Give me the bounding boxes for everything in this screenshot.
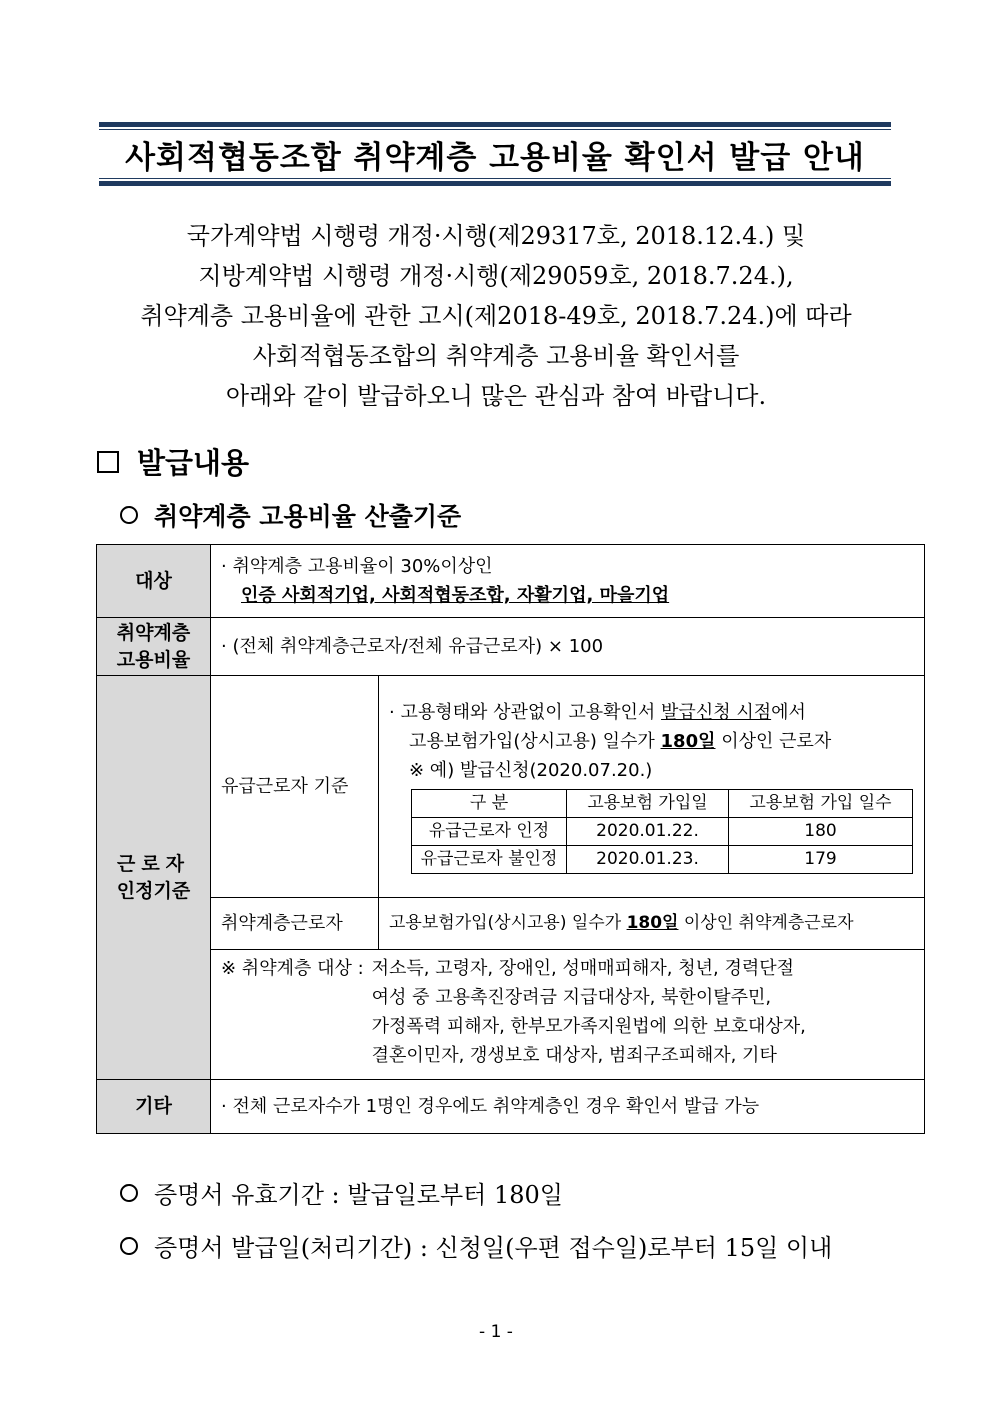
example-row: [412, 817, 913, 845]
paid-line3: ※ 예) 발급신청(2020.07.20.): [409, 759, 653, 781]
vuln-text: [379, 905, 924, 942]
page-number: - 1 -: [479, 1322, 513, 1342]
example-cell: 180: [729, 817, 913, 845]
intro-line: 아래와 같이 발급하오니 많은 관심과 참여 바랍니다.: [225, 382, 767, 410]
example-header-row: [412, 789, 913, 817]
paid-line2-a: 고용보험가입(상시고용) 일수가: [409, 730, 661, 752]
validity-line: [120, 1175, 563, 1210]
target-header: 대상: [97, 545, 211, 618]
worker-header-line: 인정기준: [116, 879, 191, 902]
example-header: 고용보험 가입 일수: [729, 789, 913, 817]
paid-line1-u: 발급신청 시점: [661, 701, 772, 723]
etc-cell: [211, 1080, 925, 1134]
table-row: [97, 545, 925, 618]
example-header: 고용보험 가입일: [567, 789, 729, 817]
ratio-header-line: 고용비율: [116, 648, 191, 671]
etc-header: 기타: [97, 1080, 211, 1134]
table-row: [97, 618, 925, 676]
example-cell: 유급근로자 인정: [412, 817, 567, 845]
paid-line2-u: 180일: [660, 730, 716, 752]
section-heading-text: 발급내용: [137, 446, 250, 480]
circle-bullet-icon: [120, 1237, 138, 1255]
issue-date-text: 증명서 발급일(처리기간) : 신청일(우편 접수일)로부터 15일 이내: [154, 1234, 833, 1262]
vuln-label: 취약계층근로자: [221, 913, 343, 934]
vuln-text-a: 고용보험가입(상시고용) 일수가: [389, 913, 627, 933]
target-line1: · 취약계층 고용비율이 30%이상인: [221, 556, 493, 577]
note-line: 저소득, 고령자, 장애인, 성매매피해자, 청년, 경력단절: [371, 958, 795, 979]
square-bullet-icon: [97, 451, 119, 473]
example-cell: 유급근로자 불인정: [412, 845, 567, 873]
vuln-text-u: 180일: [626, 913, 679, 933]
subsection-heading-text: 취약계층 고용비율 산출기준: [154, 502, 462, 531]
validity-text: 증명서 유효기간 : 발급일로부터 180일: [154, 1181, 563, 1209]
intro-paragraph: [60, 216, 932, 416]
worker-header: [97, 676, 211, 1080]
title-banner: [99, 122, 891, 186]
example-cell: 179: [729, 845, 913, 873]
issue-date-line: [120, 1228, 832, 1263]
example-row: [412, 845, 913, 873]
page-title: 사회적협동조합 취약계층 고용비율 확인서 발급 안내: [125, 139, 865, 176]
worker-header-line: 근로자: [116, 852, 191, 875]
vuln-text-b: 이상인 취약계층근로자: [678, 913, 854, 933]
intro-line: 국가계약법 시행령 개정·시행(제29317호, 2018.12.4.) 및: [186, 222, 806, 250]
paid-label-cell: [211, 676, 379, 898]
ratio-cell: [211, 618, 925, 676]
etc-text: · 전체 근로자수가 1명인 경우에도 취약계층인 경우 확인서 발급 가능: [221, 1096, 760, 1117]
vuln-content-cell: [379, 898, 925, 950]
ratio-header-line: 취약계층: [116, 621, 191, 644]
ratio-header: [97, 618, 211, 676]
example-table: [411, 789, 913, 874]
note-prefix: ※ 취약계층 대상 :: [221, 958, 364, 979]
paid-line2-b: 이상인 근로자: [715, 730, 832, 752]
example-cell: 2020.01.23.: [567, 845, 729, 873]
table-row: [97, 1080, 925, 1134]
intro-line: 사회적협동조합의 취약계층 고용비율 확인서를: [252, 342, 740, 370]
table-row: [97, 898, 925, 950]
note-line: 가정폭력 피해자, 한부모가족지원법에 의한 보호대상자,: [371, 1016, 806, 1037]
vuln-label-cell: [211, 898, 379, 950]
paid-line2: [389, 727, 914, 756]
note-line: 여성 중 고용촉진장려금 지급대상자, 북한이탈주민,: [371, 987, 772, 1008]
paid-line1: [389, 698, 914, 727]
table-row: [97, 950, 925, 1080]
example-cell: 2020.01.22.: [567, 817, 729, 845]
paid-line1-a: · 고용형태와 상관없이 고용확인서: [389, 701, 662, 723]
paid-line1-b: 에서: [771, 701, 806, 723]
example-header: 구 분: [412, 789, 567, 817]
criteria-table: [96, 544, 925, 1134]
target-cell: [211, 545, 925, 618]
paid-label: 유급근로자 기준: [221, 776, 349, 797]
subsection-heading: [120, 497, 461, 533]
ratio-formula: · (전체 취약계층근로자/전체 유급근로자) × 100: [221, 636, 604, 657]
note-line: 결혼이민자, 갱생보호 대상자, 범죄구조피해자, 기타: [371, 1045, 777, 1066]
circle-bullet-icon: [120, 506, 138, 524]
target-line2: 인증 사회적기업, 사회적협동조합, 자활기업, 마을기업: [241, 585, 670, 606]
section-heading: [97, 441, 249, 482]
note-cell: [211, 950, 925, 1080]
intro-line: 지방계약법 시행령 개정·시행(제29059호, 2018.7.24.),: [198, 262, 794, 290]
paid-content-cell: [379, 676, 925, 898]
intro-line: 취약계층 고용비율에 관한 고시(제2018-49호, 2018.7.24.)에 따라: [140, 302, 852, 330]
table-row: [97, 676, 925, 898]
circle-bullet-icon: [120, 1184, 138, 1202]
